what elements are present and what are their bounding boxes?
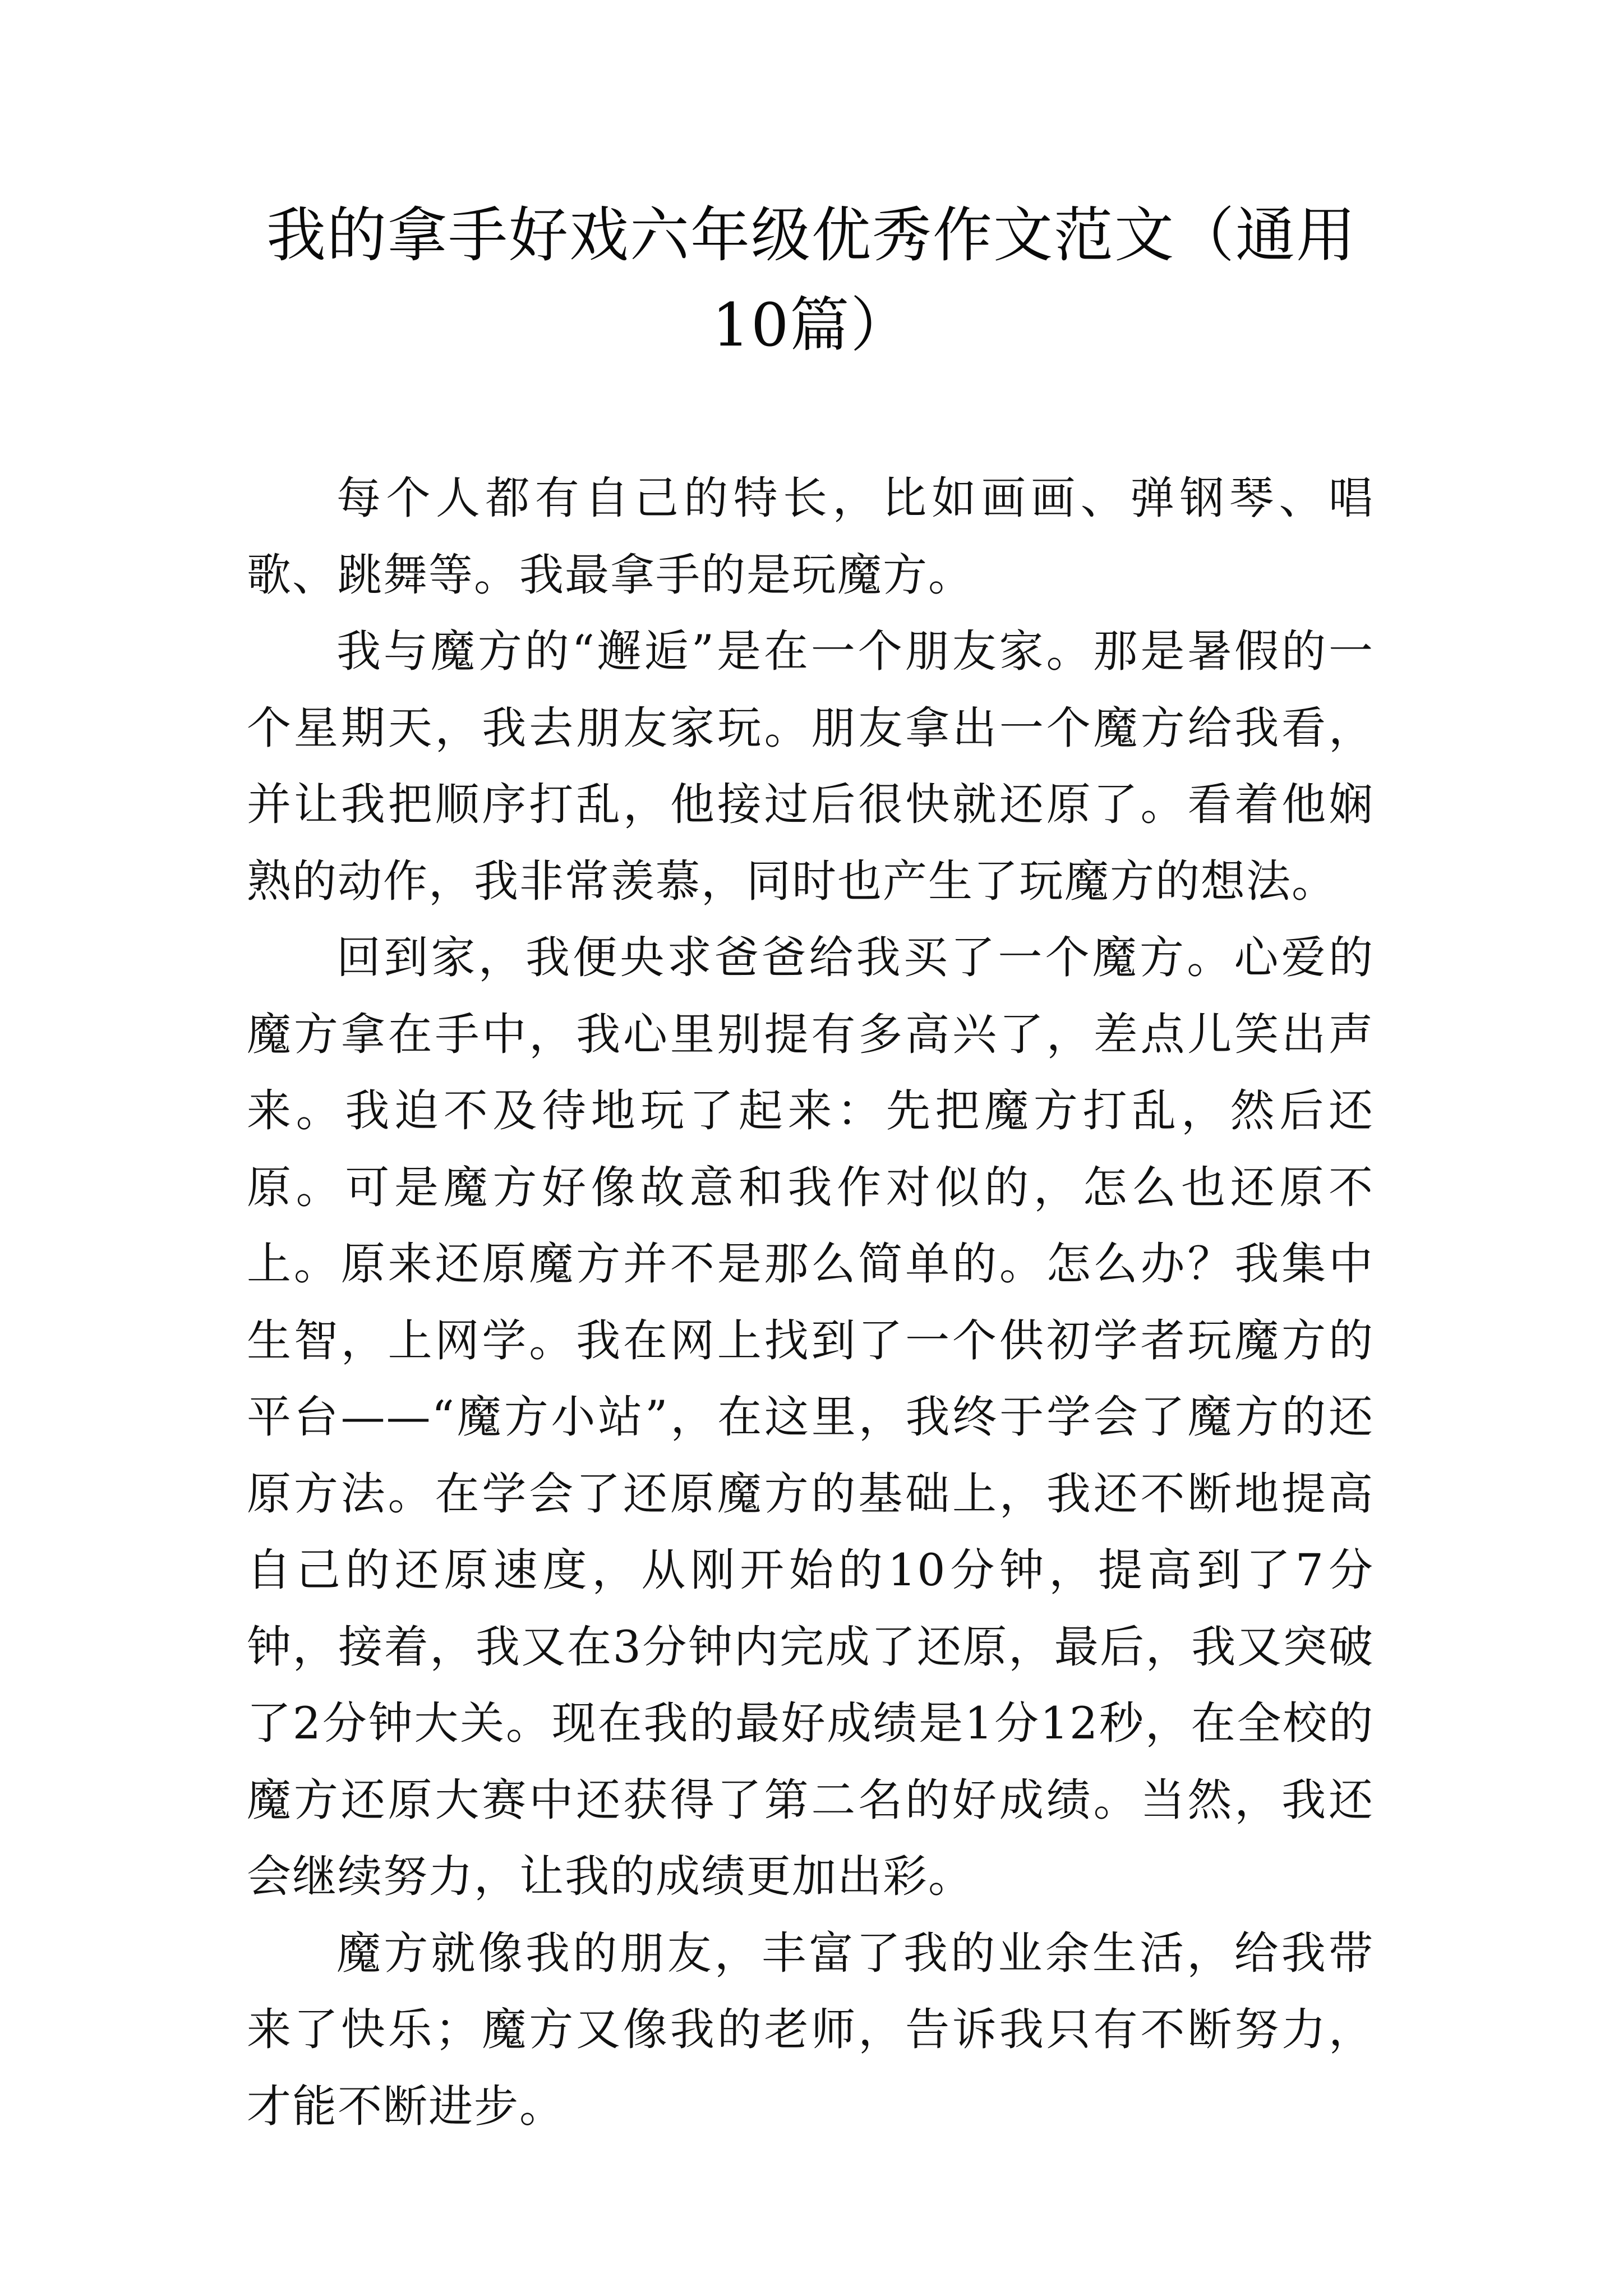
paragraph-3: 回到家，我便央求爸爸给我买了一个魔方。心爱的魔方拿在手中，我心里别提有多高兴了，差点儿笑出声来。我迫不及待地玩了起来：先把魔方打乱，然后还原。可是魔方好像故意和我作对似的，怎么也还原不上。原来还原魔方并不是那么简单的。怎么办？我集中生智，上网学。我在网上找到了一个供初学者玩魔方的平台——“魔方小站”，在这里，我终于学会了魔方的还原方法。在学会了还原魔方的基础上，我还不断地提高自己的还原速度，从刚开始的10分钟，提高到了7分钟，接着，我又在3分钟内完成了还原，最后，我又突破了2分钟大关。现在我的最好成绩是1分12秒，在全校的魔方还原大赛中还获得了第二名的好成绩。当然，我还会继续努力，让我的成绩更加出彩。 bbox=[247, 932, 1374, 1902]
paragraph-2: 我与魔方的“邂逅”是在一个朋友家。那是暑假的一个星期天，我去朋友家玩。朋友拿出一个魔方给我看，并让我把顺序打乱，他接过后很快就还原了。看着他娴熟的动作，我非常羡慕，同时也产生了玩魔方的想法。 bbox=[247, 625, 1374, 907]
document-body bbox=[247, 460, 1374, 2145]
paragraph-4: 魔方就像我的朋友，丰富了我的业余生活，给我带来了快乐；魔方又像我的老师，告诉我只有不断努力，才能不断进步。 bbox=[247, 1927, 1374, 2132]
document-title: 我的拿手好戏六年级优秀作文范文（通用10篇） bbox=[266, 201, 1357, 360]
paragraph-1: 每个人都有自己的特长，比如画画、弹钢琴、唱歌、跳舞等。我最拿手的是玩魔方。 bbox=[247, 472, 1374, 601]
